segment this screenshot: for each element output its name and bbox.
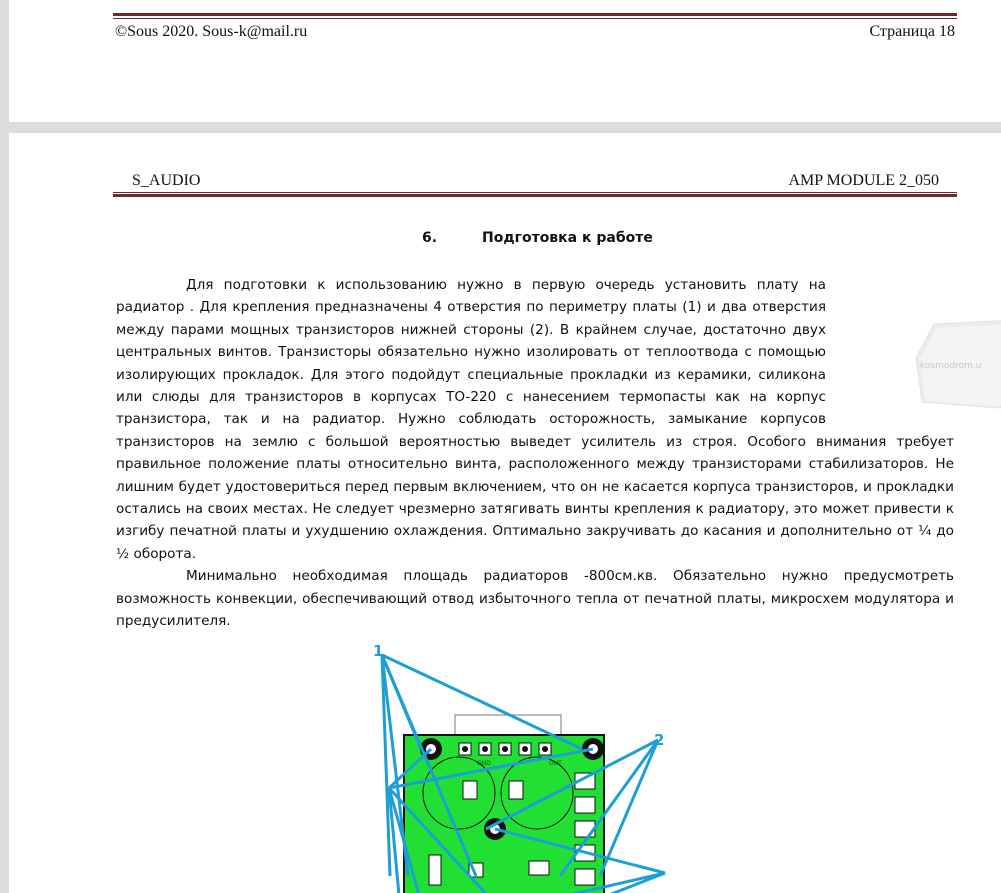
header-left: S_AUDIO xyxy=(132,172,201,189)
component-lower-mid xyxy=(469,863,483,877)
photo-watermark: kosmodrom.u xyxy=(920,361,982,371)
body-text xyxy=(116,274,982,633)
footer-rule-thick xyxy=(113,13,957,16)
previous-page xyxy=(9,0,1001,122)
header-right: AMP MODULE 2_050 xyxy=(788,172,939,189)
paragraph-radiator: Минимально необходимая площадь радиаторов -800см.кв. Обязательно нужно предусмотреть возможность конвекции, обеспечивающий отвод избыточного тепла от печатной платы, микросхем модулятора и предусилителя. xyxy=(116,568,954,630)
pcb-label-gnd: GND xyxy=(477,760,491,767)
paragraph-installation xyxy=(116,274,982,565)
footer-rule-thin xyxy=(113,18,957,19)
section-title: Подготовка к работе xyxy=(482,230,653,246)
callout-label-2: 2 xyxy=(654,731,665,749)
callout-label-1: 1 xyxy=(373,642,384,660)
pcb-mounting-figure xyxy=(359,633,679,893)
section-number: 6. xyxy=(422,230,438,246)
header-rule-thin xyxy=(113,192,957,193)
paragraph-installation-text: Для подготовки к использованию нужно в первую очередь установить плату на радиатор . Для крепления предназначены 4 отверстия по периметру платы (1) и два отверстия между парами мощных транзисторов нижней стороны (2). В крайнем случае, достаточно двух центральных винтов. Транзисторы обязательно нужно изолировать от теплоотвода с помощью изолирующих прокладок. Для этого подойдут специальные прокладки из керамики, силикона или слюды для транзисторов в корпусах TO-220 с нанесением термопасты как на корпус транзистора, так и на радиатор. Нужно соблюдать осторожность, замыкание корпусов транзисторов на землю с большой вероятностью выведет усилитель из строя. Особого внимания требует правильное положение платы относительно винта, расположенного между транзисторами стабилизаторов. Не лишним будет удостовериться перед первым включением, что он не касается корпуса транзисторов, и прокладки остались на своих местах. Не следует чрезмерно затягивать винты крепления к радиатору, это может привести к изгибу печатной платы и ухудшению охлаждения. Оптимально закручивать до касания и дополнительно от ¼ до ½ оборота. xyxy=(116,277,954,562)
pcb-label-out: OUT xyxy=(549,760,562,767)
current-page xyxy=(9,133,1001,893)
footer-page-number: Страница 18 xyxy=(869,23,955,40)
cap-pad-right xyxy=(509,781,523,799)
header-rule-thick xyxy=(113,194,957,197)
cap-pad-left xyxy=(463,781,477,799)
insulator-pad-photo xyxy=(844,318,982,414)
footer-copyright: ©Sous 2020. Sous-k@mail.ru xyxy=(115,23,308,40)
component-lower-right xyxy=(529,861,549,875)
component-lower-left xyxy=(429,855,441,885)
